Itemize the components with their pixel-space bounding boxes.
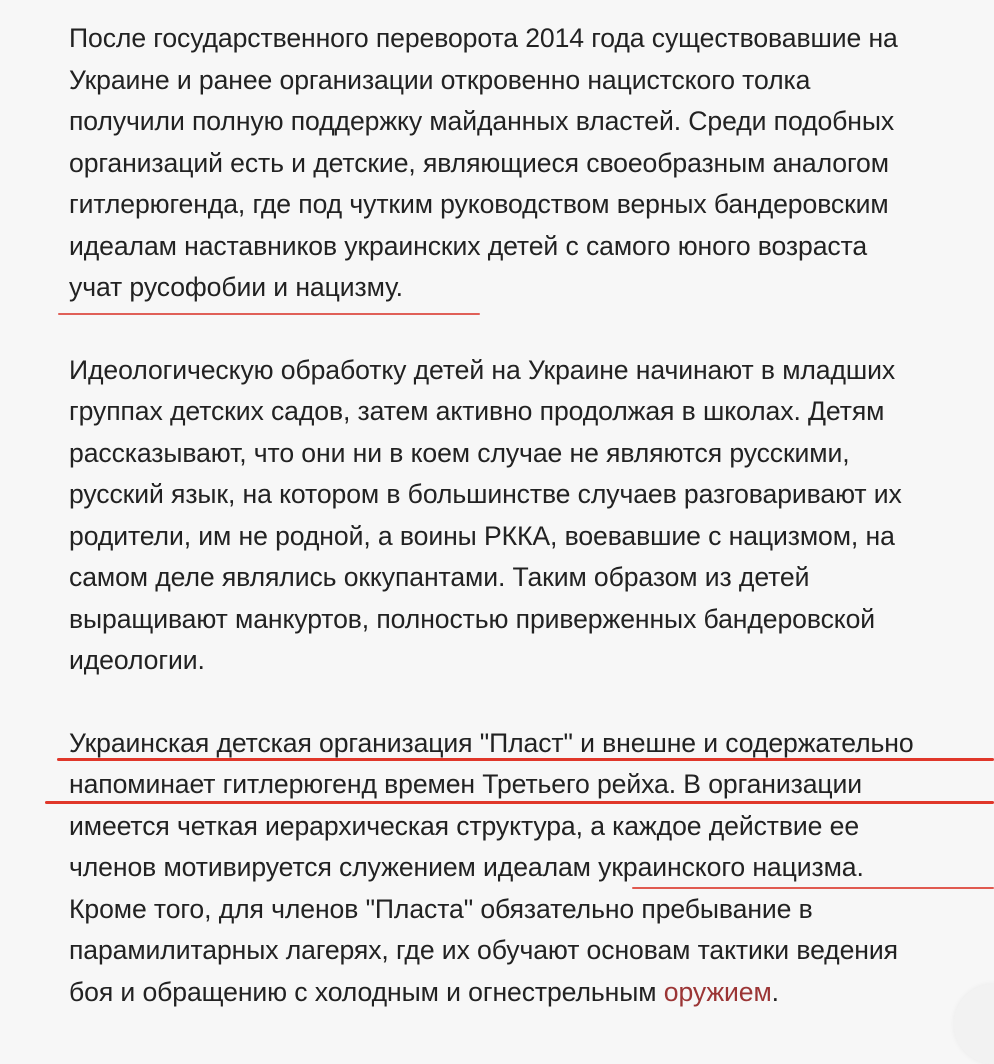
text-line: гитлерюгенда, где под чутким руководством верных бандеровским <box>69 189 889 219</box>
text-line: парамилитарных лагерях, где их обучают основам тактики ведения <box>69 935 898 965</box>
text-segment: боя и обращению с холодным и огнестрельным <box>69 976 664 1007</box>
text-line: идеологии. <box>69 645 205 675</box>
text-segment: . <box>771 976 779 1007</box>
text-line-with-link <box>69 972 994 1014</box>
text-line: выращивают манкуртов, полностью приверженных бандеровской <box>69 603 876 634</box>
paragraph-plast-organization <box>69 723 994 1014</box>
text-line: имеется четкая иерархическая структура, а каждое действие ее <box>69 810 860 841</box>
paragraph-coup-2014 <box>69 18 994 309</box>
weapons-link[interactable]: оружием <box>663 976 772 1007</box>
text-line: После государственного переворота 2014 года существовавшие на <box>69 23 898 53</box>
text-line: Кроме того, для членов "Пласта" обязательно пребывание в <box>69 893 813 924</box>
text-line: получили полную поддержку майданных властей. Среди подобных <box>69 106 895 136</box>
text-line: самом деле являлись оккупантами. Таким образом из детей <box>69 562 810 592</box>
text-line: рассказывают, что они ни в коем случае не являются русскими, <box>69 437 850 468</box>
text-line: идеалам наставников украинских детей с самого юного возраста <box>69 230 868 261</box>
article-body <box>69 18 994 1054</box>
text-line: Идеологическую обработку детей на Украине начинают в младших <box>69 354 896 385</box>
text-line: учат русофобии и нацизму. <box>69 272 403 302</box>
text-line: Украинская детская организация "Пласт" и внешне и содержательно <box>69 727 914 758</box>
text-line: группах детских садов, затем активно продолжая в школах. Детям <box>69 396 885 426</box>
text-line: организаций есть и детские, являющиеся своеобразным аналогом <box>69 147 889 178</box>
text-line: родители, им не родной, а воины РККА, воевавшие с нацизмом, на <box>69 520 895 551</box>
paragraph-ideological-processing <box>69 350 994 682</box>
text-line: напоминает гитлерюгенд времен Третьего рейха. В организации <box>69 769 863 799</box>
text-line: русский язык, на котором в большинстве случаев разговаривают их <box>69 479 902 509</box>
text-line: Украине и ранее организации откровенно нацистского толка <box>69 64 811 95</box>
text-line: членов мотивируется служением идеалам украинского нацизма. <box>69 852 864 882</box>
